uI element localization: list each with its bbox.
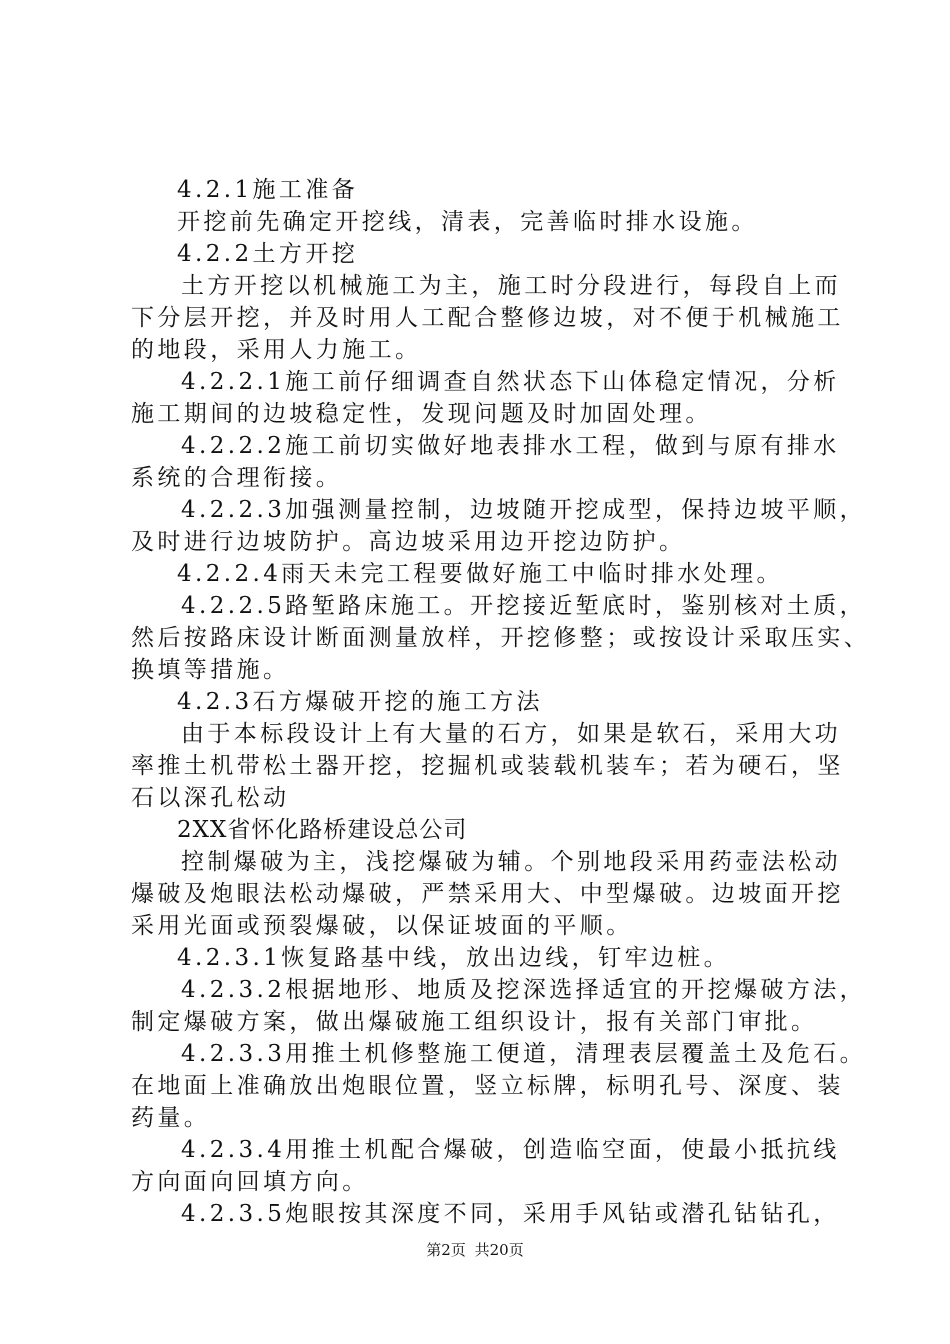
page-footer [0,1240,950,1260]
paragraph-line: 制定爆破方案，做出爆破施工组织设计，报有关部门审批。 [131,1009,818,1035]
paragraph-line: 药量。 [131,1105,211,1131]
company-name-line: 2XX省怀化路桥建设总公司 [177,817,468,843]
paragraph-line: 换填等措施。 [131,657,290,683]
paragraph-line: 石以深孔松动 [131,785,290,811]
paragraph-line: 4.2.3.4用推土机配合爆破，创造临空面，使最小抵抗线 [181,1137,840,1163]
page-total: 共20页 [474,1241,524,1259]
paragraph-line: 土方开挖以机械施工为主，施工时分段进行，每段自上而 [181,273,841,299]
paragraph-line: 4.2.2.2施工前切实做好地表排水工程，做到与原有排水 [181,433,840,459]
paragraph-line: 施工期间的边坡稳定性，发现问题及时加固处理。 [131,401,712,427]
paragraph-line: 4.2.2.4雨天未完工程要做好施工中临时排水处理。 [177,561,783,587]
paragraph-line: 率推土机带松土器开挖，挖掘机或装载机装车；若为硬石，坚 [131,753,844,779]
paragraph-line: 4.2.3.5炮眼按其深度不同，采用手风钻或潜孔钻钻孔， [181,1201,840,1227]
paragraph-line: 4.2.3.3用推土机修整施工便道，清理表层覆盖土及危石。 [181,1041,867,1067]
paragraph-line: 采用光面或预裂爆破，以保证坡面的平顺。 [131,913,633,939]
paragraph-line: 由于本标段设计上有大量的石方，如果是软石，采用大功 [181,721,841,747]
heading-4-2-1: 4.2.1施工准备 [177,177,359,203]
paragraph-line: 4.2.2.1施工前仔细调查自然状态下山体稳定情况，分析 [181,369,840,395]
heading-4-2-3: 4.2.3石方爆破开挖的施工方法 [177,689,543,715]
paragraph-line: 4.2.2.3加强测量控制，边坡随开挖成型，保持边坡平顺， [181,497,867,523]
heading-4-2-2: 4.2.2土方开挖 [177,241,359,267]
paragraph-line: 方向面向回填方向。 [131,1169,369,1195]
page-number: 第2页 [426,1241,466,1259]
paragraph-line: 控制爆破为主，浅挖爆破为辅。个别地段采用药壶法松动 [181,849,841,875]
paragraph-line: 的地段，采用人力施工。 [131,337,422,363]
paragraph-line: 4.2.3.1恢复路基中线，放出边线，钉牢边桩。 [177,945,731,971]
paragraph-line: 爆破及炮眼法松动爆破，严禁采用大、中型爆破。边坡面开挖 [131,881,844,907]
paragraph-line: 在地面上准确放出炮眼位置，竖立标牌，标明孔号、深度、装 [131,1073,844,1099]
paragraph-line: 4.2.3.2根据地形、地质及挖深选择适宜的开挖爆破方法， [181,977,867,1003]
paragraph-line: 然后按路床设计断面测量放样，开挖修整；或按设计采取压实、 [131,625,871,651]
paragraph-line: 4.2.2.5路堑路床施工。开挖接近堑底时，鉴别核对土质， [181,593,867,619]
paragraph-line: 及时进行边坡防护。高边坡采用边开挖边防护。 [131,529,686,555]
paragraph-line: 开挖前先确定开挖线，清表，完善临时排水设施。 [177,209,758,235]
paragraph-line: 系统的合理衔接。 [131,465,343,491]
paragraph-line: 下分层开挖，并及时用人工配合整修边坡，对不便于机械施工 [131,305,844,331]
